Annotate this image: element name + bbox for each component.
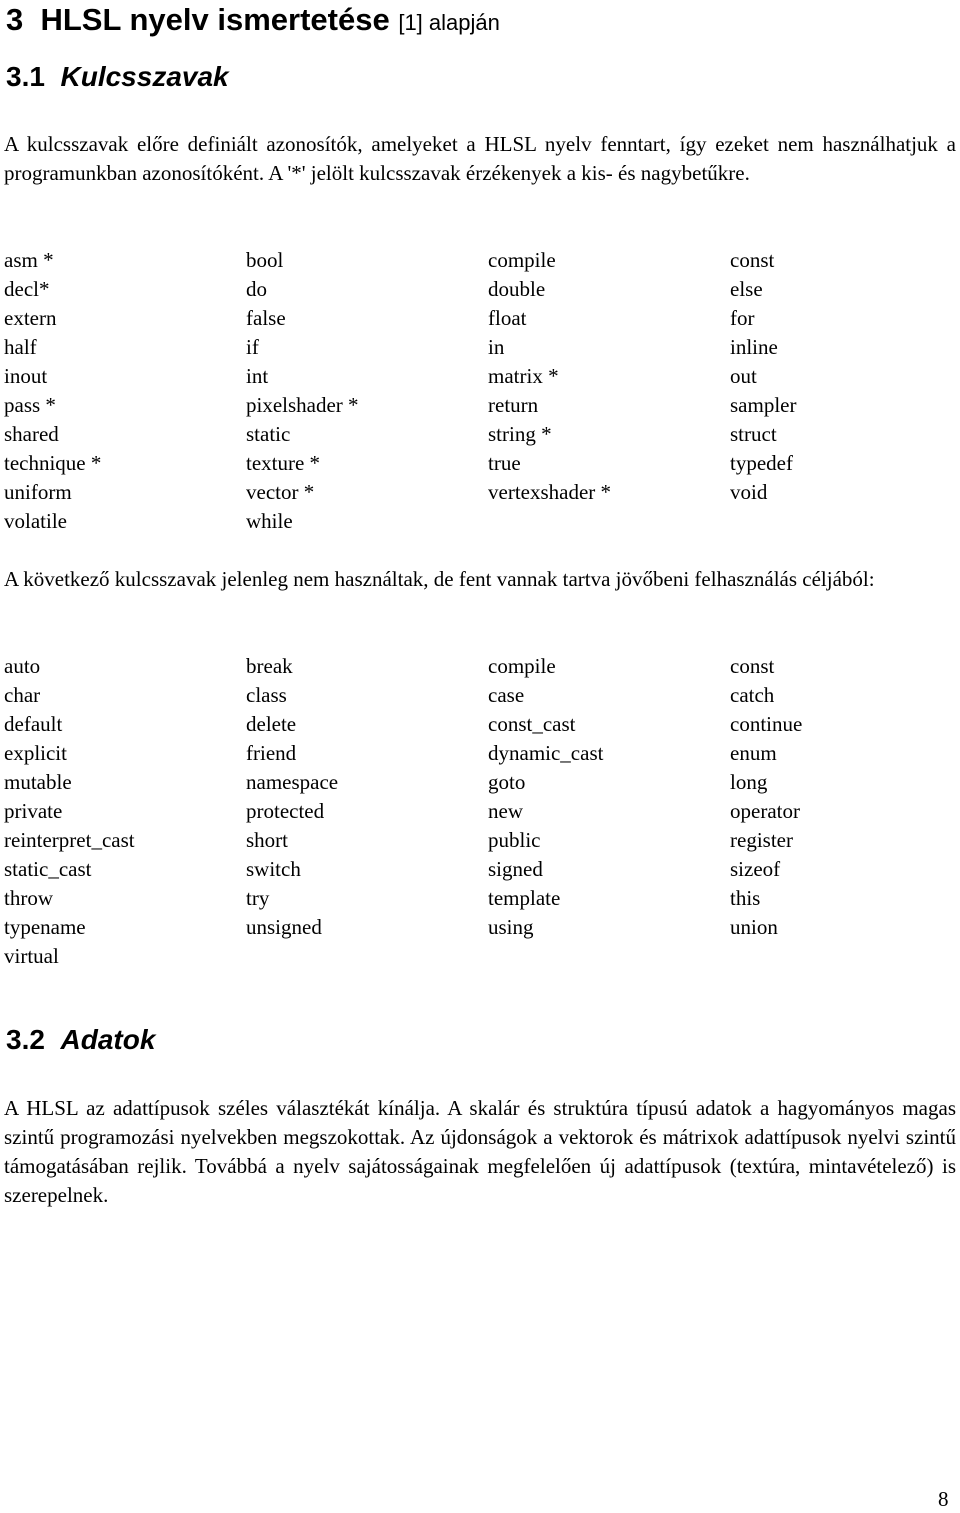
reserved-intro-paragraph: A következő kulcsszavak jelenleg nem használtak, de fent vannak tartva jövőbeni felhasználás céljából: <box>4 567 875 591</box>
keyword-cell: inout <box>4 364 48 388</box>
keyword-cell: struct <box>730 422 777 446</box>
keyword-cell: decl* <box>4 277 50 301</box>
section-title: Adatok <box>60 1024 156 1055</box>
keyword-cell: float <box>488 306 527 330</box>
keyword-cell: namespace <box>246 770 339 794</box>
keyword-row <box>4 275 960 304</box>
keyword-cell: out <box>730 364 757 388</box>
keyword-cell: else <box>730 277 763 301</box>
keyword-cell: continue <box>730 712 803 736</box>
keyword-cell: sampler <box>730 393 797 417</box>
reserved-keyword-row <box>4 739 960 768</box>
keyword-cell: reinterpret_cast <box>4 828 135 852</box>
keyword-row <box>4 246 960 275</box>
keyword-cell: asm * <box>4 248 54 272</box>
keyword-cell: signed <box>488 857 543 881</box>
section-heading-keywords <box>6 59 229 95</box>
reserved-keyword-row <box>4 652 960 681</box>
reserved-keyword-row <box>4 942 960 971</box>
reserved-keyword-row <box>4 681 960 710</box>
keyword-row <box>4 362 960 391</box>
keyword-cell: half <box>4 335 37 359</box>
keyword-cell: char <box>4 683 41 707</box>
keyword-row <box>4 507 960 536</box>
keyword-cell: sizeof <box>730 857 781 881</box>
keyword-cell: pixelshader * <box>246 393 359 417</box>
keyword-cell <box>730 942 960 971</box>
reserved-keyword-row <box>4 826 960 855</box>
keyword-cell: pass * <box>4 393 56 417</box>
keyword-cell <box>488 507 730 536</box>
chapter-reference: [1] alapján <box>398 10 500 35</box>
keyword-cell: class <box>246 683 287 707</box>
keyword-cell: private <box>4 799 63 823</box>
keyword-cell: inline <box>730 335 778 359</box>
keyword-cell: new <box>488 799 523 823</box>
keyword-cell: virtual <box>4 944 59 968</box>
keyword-cell: volatile <box>4 509 67 533</box>
keyword-cell: register <box>730 828 793 852</box>
keyword-cell: false <box>246 306 286 330</box>
keyword-cell: const_cast <box>488 712 576 736</box>
keyword-cell: technique * <box>4 451 102 475</box>
keyword-cell: default <box>4 712 63 736</box>
keyword-cell: compile <box>488 248 556 272</box>
reserved-keyword-row <box>4 855 960 884</box>
section-number: 3.1 <box>6 61 45 92</box>
keyword-cell: while <box>246 509 293 533</box>
keyword-cell: goto <box>488 770 526 794</box>
keyword-cell: auto <box>4 654 41 678</box>
keyword-cell: matrix * <box>488 364 559 388</box>
keyword-row <box>4 449 960 478</box>
keyword-cell: const <box>730 248 775 272</box>
keyword-row <box>4 304 960 333</box>
data-body-paragraph: A HLSL az adattípusok széles választékát kínálja. A skalár és struktúra típusú adatok a hagyományos magas szintű programozási nyelvekben megszokottak. Az újdonságok a vektorok és mátrixok adattípusok nyelvi szintű támogatásában rejlik. Továbbá a nyelv sajátosságainak megfelelően új adattípusok (textúra, mintavételező) is szerepelnek. <box>4 1096 956 1207</box>
keyword-cell: protected <box>246 799 325 823</box>
keyword-cell: texture * <box>246 451 321 475</box>
chapter-number: 3 <box>6 2 24 37</box>
keyword-cell: typedef <box>730 451 793 475</box>
keyword-cell: void <box>730 480 768 504</box>
keyword-cell: operator <box>730 799 800 823</box>
keyword-cell: typename <box>4 915 86 939</box>
keyword-cell: for <box>730 306 755 330</box>
reserved-keyword-row <box>4 768 960 797</box>
keyword-cell: mutable <box>4 770 72 794</box>
section-heading-data <box>6 1022 155 1058</box>
keyword-cell: throw <box>4 886 53 910</box>
chapter-title: HLSL nyelv ismertetése <box>40 2 390 37</box>
keyword-cell: static_cast <box>4 857 92 881</box>
reserved-keyword-row <box>4 913 960 942</box>
keyword-cell: union <box>730 915 778 939</box>
keyword-cell: shared <box>4 422 59 446</box>
keyword-cell: compile <box>488 654 556 678</box>
reserved-keyword-row <box>4 710 960 739</box>
keyword-cell: template <box>488 886 561 910</box>
keyword-cell: switch <box>246 857 301 881</box>
keyword-cell: case <box>488 683 525 707</box>
keyword-cell: vertexshader * <box>488 480 612 504</box>
keyword-cell: dynamic_cast <box>488 741 604 765</box>
keyword-row <box>4 333 960 362</box>
keyword-cell <box>730 507 960 536</box>
keyword-cell: int <box>246 364 269 388</box>
keyword-cell: bool <box>246 248 284 272</box>
keyword-cell: in <box>488 335 505 359</box>
section-title: Kulcsszavak <box>60 61 229 92</box>
page-number: 8 <box>938 1487 949 1511</box>
keyword-cell: const <box>730 654 775 678</box>
keyword-cell: do <box>246 277 267 301</box>
keyword-cell: break <box>246 654 293 678</box>
keyword-cell: uniform <box>4 480 72 504</box>
keyword-cell: using <box>488 915 534 939</box>
keyword-cell: enum <box>730 741 777 765</box>
keyword-cell: friend <box>246 741 297 765</box>
keyword-cell: static <box>246 422 291 446</box>
keyword-cell: delete <box>246 712 297 736</box>
keyword-cell: catch <box>730 683 775 707</box>
keyword-cell: try <box>246 886 270 910</box>
keyword-cell: unsigned <box>246 915 322 939</box>
keyword-cell: string * <box>488 422 552 446</box>
keyword-cell: if <box>246 335 259 359</box>
keyword-cell: true <box>488 451 521 475</box>
reserved-keywords-table <box>4 652 960 971</box>
reserved-keyword-row <box>4 884 960 913</box>
section-number: 3.2 <box>6 1024 45 1055</box>
keyword-row <box>4 478 960 507</box>
keywords-table <box>4 246 960 536</box>
keyword-cell <box>488 942 730 971</box>
keyword-cell: long <box>730 770 768 794</box>
keyword-cell: public <box>488 828 541 852</box>
keyword-row <box>4 391 960 420</box>
keywords-intro-paragraph: A kulcsszavak előre definiált azonosítók, amelyeket a HLSL nyelv fenntart, így ezeket nem használhatjuk a programunkban azonosítóként. A '*' jelölt kulcsszavak érzékenyek a kis- és nagybetűkre. <box>4 132 956 185</box>
keyword-cell: this <box>730 886 761 910</box>
keyword-cell: vector * <box>246 480 315 504</box>
keyword-row <box>4 420 960 449</box>
keyword-cell: extern <box>4 306 57 330</box>
chapter-heading <box>6 0 500 43</box>
keyword-cell: return <box>488 393 539 417</box>
keyword-cell: double <box>488 277 546 301</box>
keyword-cell: explicit <box>4 741 67 765</box>
keyword-cell <box>246 942 488 971</box>
reserved-keyword-row <box>4 797 960 826</box>
keyword-cell: short <box>246 828 288 852</box>
